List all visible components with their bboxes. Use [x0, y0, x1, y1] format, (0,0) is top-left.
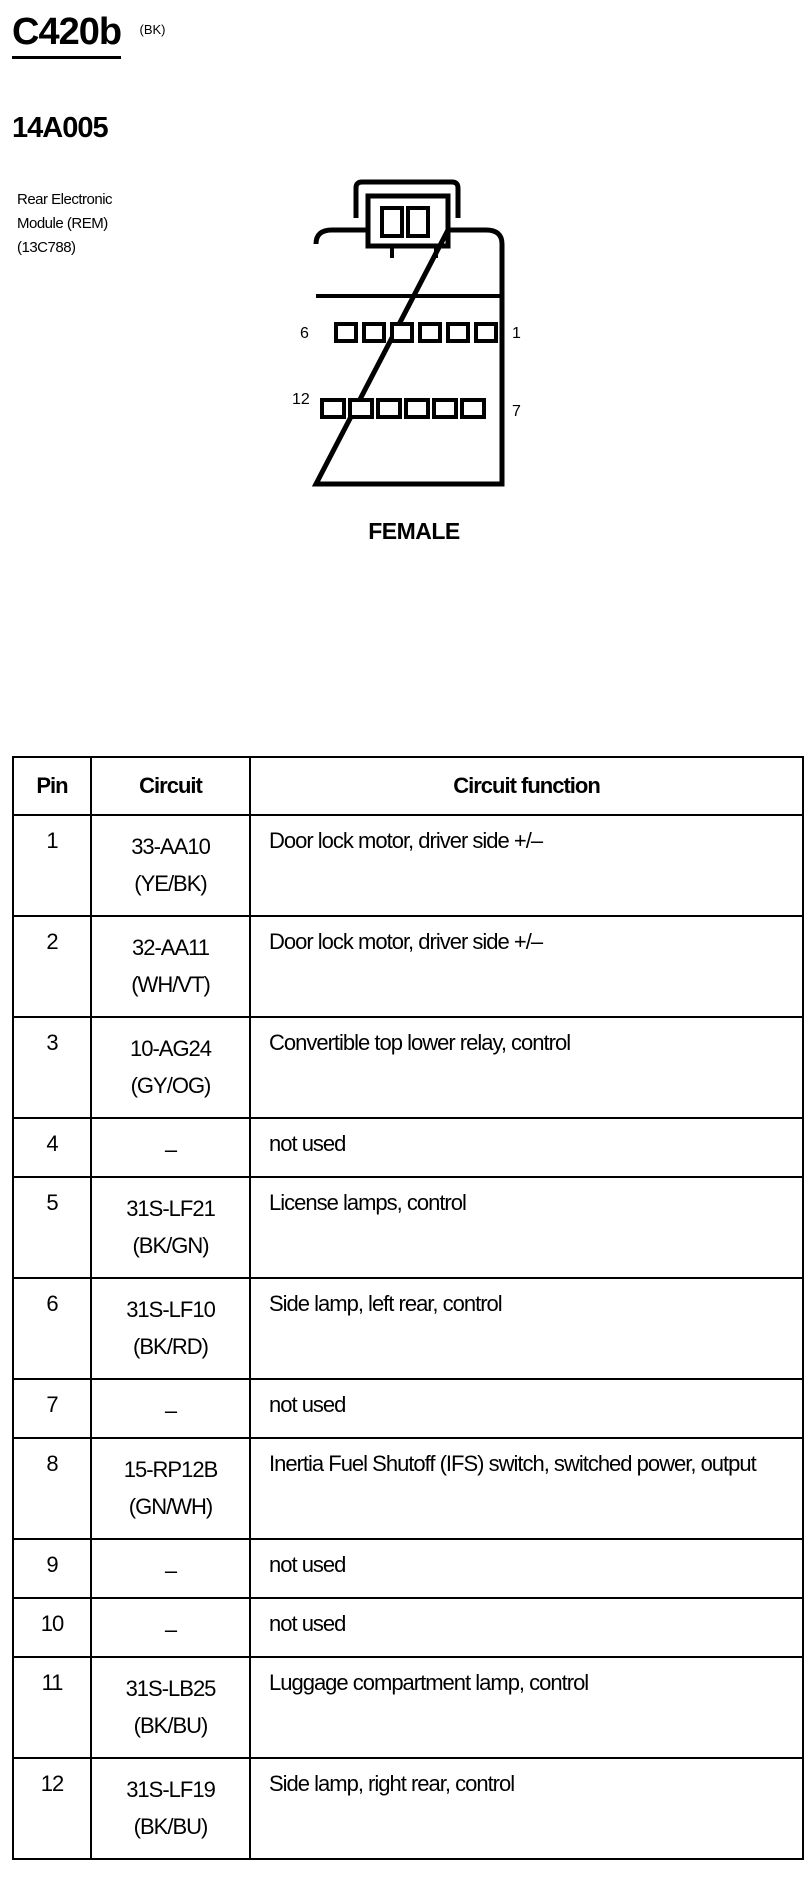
wire-color: (BK/GN) — [132, 1233, 209, 1258]
module-description — [17, 188, 112, 260]
pin-number: 11 — [13, 1657, 91, 1758]
table-row — [13, 1278, 803, 1379]
circuit-code: – — [164, 1558, 177, 1583]
circuit-function: Door lock motor, driver side +/– — [250, 916, 803, 1017]
circuit-code: 31S-LF19 — [126, 1777, 215, 1802]
connector-id: C420b — [12, 10, 121, 59]
module-line-2: Module (REM) — [17, 215, 108, 232]
wire-color: (WH/VT) — [131, 972, 210, 997]
circuit-function: Side lamp, left rear, control — [250, 1278, 803, 1379]
table-row — [13, 1177, 803, 1278]
circuit-function: Side lamp, right rear, control — [250, 1758, 803, 1859]
connector-body — [316, 230, 502, 484]
circuit-function: not used — [250, 1118, 803, 1177]
connector-title — [12, 10, 166, 59]
wire-color: (GY/OG) — [130, 1073, 211, 1098]
circuit-cell — [91, 916, 250, 1017]
circuit-code: 32-AA11 — [132, 935, 209, 960]
circuit-code: 33-AA10 — [131, 834, 210, 859]
wire-color: (BK/BU) — [133, 1814, 208, 1839]
table-row — [13, 1539, 803, 1598]
circuit-code: 10-AG24 — [129, 1036, 212, 1061]
pin-number: 2 — [13, 916, 91, 1017]
wire-color: (GN/WH) — [128, 1494, 213, 1519]
header-circuit-function: Circuit function — [250, 757, 803, 815]
pin-label-top-right: 1 — [512, 325, 521, 342]
table-row — [13, 815, 803, 916]
circuit-cell — [91, 815, 250, 916]
table-row — [13, 1118, 803, 1177]
pin-number: 8 — [13, 1438, 91, 1539]
circuit-function: License lamps, control — [250, 1177, 803, 1278]
part-number: 14A005 — [12, 112, 108, 144]
circuit-function: not used — [250, 1379, 803, 1438]
circuit-cell — [91, 1278, 250, 1379]
circuit-cell — [91, 1539, 250, 1598]
circuit-cell — [91, 1758, 250, 1859]
wire-color: (BK/BU) — [133, 1713, 208, 1738]
terminal-row-bottom — [322, 400, 484, 417]
circuit-code: 31S-LB25 — [125, 1676, 216, 1701]
circuit-cell — [91, 1598, 250, 1657]
table-row — [13, 1438, 803, 1539]
circuit-cell — [91, 1379, 250, 1438]
circuit-code: – — [164, 1398, 177, 1423]
pin-number: 3 — [13, 1017, 91, 1118]
header-pin: Pin — [13, 757, 91, 815]
connector-gender-label: FEMALE — [368, 518, 460, 544]
table-row — [13, 1657, 803, 1758]
circuit-code: – — [164, 1617, 177, 1642]
pin-number: 4 — [13, 1118, 91, 1177]
table-row — [13, 1017, 803, 1118]
header-circuit: Circuit — [91, 757, 250, 815]
pin-number: 10 — [13, 1598, 91, 1657]
circuit-function: not used — [250, 1539, 803, 1598]
terminal-row-top — [336, 324, 496, 341]
circuit-function: Door lock motor, driver side +/– — [250, 815, 803, 916]
pin-number: 12 — [13, 1758, 91, 1859]
pin-label-top-left: 6 — [300, 325, 309, 342]
circuit-code: 31S-LF21 — [126, 1196, 215, 1221]
circuit-code: – — [164, 1137, 177, 1162]
circuit-cell — [91, 1118, 250, 1177]
table-row — [13, 1379, 803, 1438]
circuit-function: Inertia Fuel Shutoff (IFS) switch, switched power, output — [250, 1438, 803, 1539]
pinout-table — [12, 756, 804, 1860]
connector-color: (BK) — [139, 22, 166, 37]
pin-number: 5 — [13, 1177, 91, 1278]
pin-number: 9 — [13, 1539, 91, 1598]
pin-number: 7 — [13, 1379, 91, 1438]
module-line-1: Rear Electronic — [17, 191, 113, 208]
circuit-cell — [91, 1177, 250, 1278]
circuit-cell — [91, 1017, 250, 1118]
wire-color: (YE/BK) — [134, 871, 207, 896]
wire-color: (BK/RD) — [133, 1334, 208, 1359]
table-row — [13, 916, 803, 1017]
circuit-function: not used — [250, 1598, 803, 1657]
pin-label-bottom-right: 7 — [512, 403, 521, 420]
circuit-cell — [91, 1657, 250, 1758]
table-row — [13, 1598, 803, 1657]
circuit-code: 15-RP12B — [123, 1457, 218, 1482]
connector-face-diagram — [280, 178, 540, 558]
table-row — [13, 1758, 803, 1859]
pin-number: 1 — [13, 815, 91, 916]
module-line-3: (13C788) — [17, 239, 76, 256]
circuit-cell — [91, 1438, 250, 1539]
pin-label-bottom-left: 12 — [292, 391, 310, 408]
pin-number: 6 — [13, 1278, 91, 1379]
circuit-function: Luggage compartment lamp, control — [250, 1657, 803, 1758]
circuit-code: 31S-LF10 — [126, 1297, 215, 1322]
table-header-row — [13, 757, 803, 815]
circuit-function: Convertible top lower relay, control — [250, 1017, 803, 1118]
